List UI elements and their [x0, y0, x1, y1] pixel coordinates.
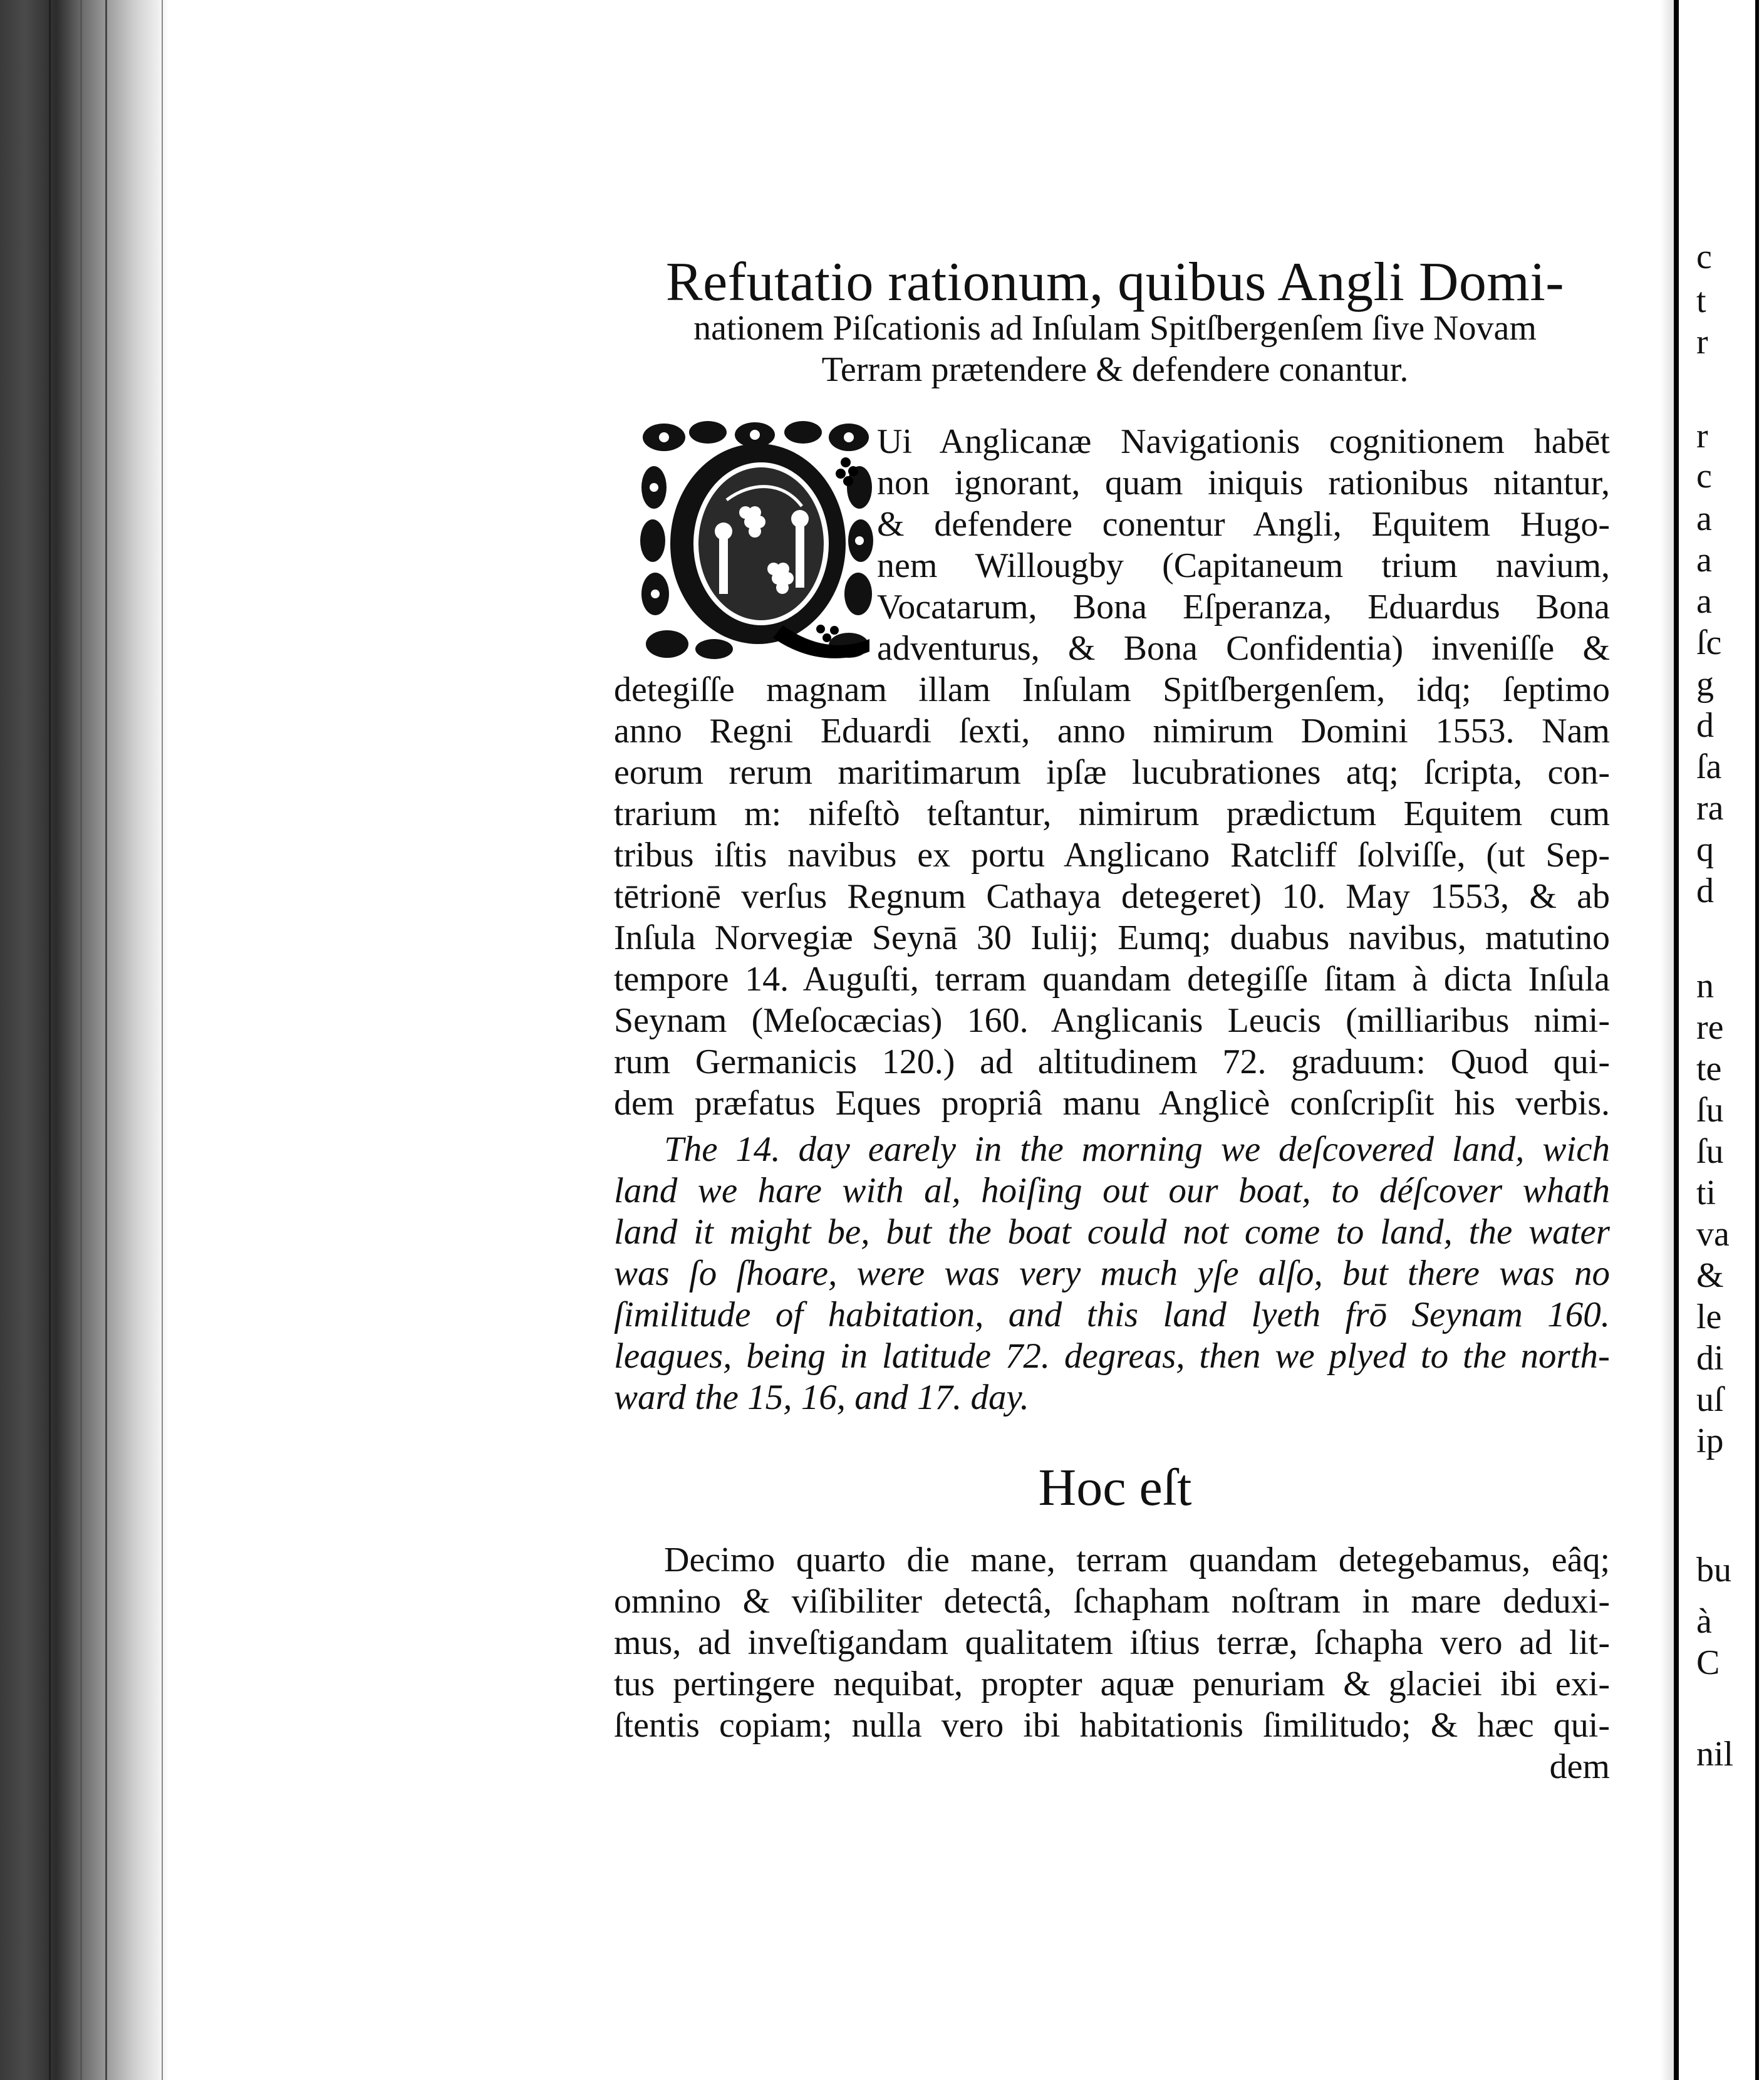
text-line: omnino & viſibiliter detectâ, ſchapham noſtram in mare deduxi- [614, 1582, 1610, 1621]
next-page-fragment: ſu [1696, 1132, 1724, 1171]
text-line: nem Willougby (Capitaneum trium navium, [877, 546, 1610, 585]
next-page-fragment: nil [1696, 1735, 1734, 1774]
decorated-initial-q [639, 419, 874, 663]
next-page-fragment: ſa [1696, 747, 1722, 786]
next-page-fragment: d [1696, 706, 1714, 745]
next-page-fragment: ra [1696, 789, 1724, 828]
next-page-rule [1755, 0, 1759, 2080]
next-page-fragment: a [1696, 499, 1712, 538]
next-page-fragment: ſc [1696, 623, 1722, 662]
quote-line: leagues, being in latitude 72. degreas, then we plyed to the north- [614, 1336, 1610, 1376]
quote-line: land it might be, but the boat could not come to land, the water [614, 1212, 1610, 1252]
text-line: detegiſſe magnam illam Inſulam Spitſbergenſem, idq; ſeptimo [614, 670, 1610, 709]
section-heading: Hoc eſt [1038, 1459, 1192, 1517]
next-page-fragment: ti [1696, 1173, 1716, 1212]
next-page-fragment: di [1696, 1339, 1724, 1378]
next-page-fragment: C [1696, 1643, 1720, 1682]
text-line: Inſula Norvegiæ Seynā 30 Iulij; Eumq; duabus navibus, matutino [614, 918, 1610, 957]
quote-line: land we hare with al, hoiſing out our boat, to déſcover whath [614, 1171, 1610, 1210]
text-line: Seynam (Meſocæcias) 160. Anglicanis Leucis (milliaribus nimi- [614, 1001, 1610, 1040]
text-line: tempore 14. Auguſti, terram quandam detegiſſe ſitam à dicta Inſula [614, 960, 1610, 999]
next-page-edge [1679, 0, 1764, 2080]
page-subtitle-line: nationem Piſcationis ad Inſulam Spitſbergenſem ſive Novam [693, 309, 1537, 348]
page-edge-line [105, 0, 107, 2080]
text-line: tētrionē verſus Regnum Cathaya detegeret) 10. May 1553, & ab [614, 877, 1610, 916]
text-line: dem præfatus Eques propriâ manu Anglicè conſcripſit his verbis. [614, 1084, 1610, 1123]
next-page-fragment: le [1696, 1297, 1722, 1336]
text-line: trarium m: nifeſtò teſtantur, nimirum prædictum Equitem cum [614, 794, 1610, 833]
next-page-fragment: uſ [1696, 1380, 1724, 1419]
next-page-fragment: bu [1696, 1551, 1731, 1589]
page-edge-line [162, 0, 163, 2080]
text-line: Decimo quarto die mane, terram quandam detegebamus, eâq; [664, 1541, 1610, 1579]
next-page-fragment: te [1696, 1049, 1722, 1088]
text-line: anno Regni Eduardi ſexti, anno nimirum Domini 1553. Nam [614, 712, 1610, 751]
quote-line: The 14. day earely in the morning we deſcovered land, wich [664, 1130, 1610, 1169]
left-page-edges [0, 0, 169, 2080]
next-page-fragment: & [1696, 1256, 1724, 1295]
next-page-fragment: q [1696, 830, 1714, 869]
next-page-fragment: va [1696, 1215, 1730, 1254]
gutter-line [1674, 0, 1679, 2080]
quote-line: ward the 15, 16, and 17. day. [614, 1378, 1029, 1417]
next-page-fragment: c [1696, 237, 1712, 276]
next-page-fragment: r [1696, 323, 1708, 361]
next-page-fragment: ſu [1696, 1091, 1724, 1130]
text-line: & defendere conentur Angli, Equitem Hugo- [877, 505, 1610, 544]
text-line: Vocatarum, Bona Eſperanza, Eduardus Bona [877, 588, 1610, 627]
next-page-fragment: a [1696, 582, 1712, 621]
next-page-fragment: ip [1696, 1422, 1724, 1460]
text-line: mus, ad inveſtigandam qualitatem iſtius terræ, ſchapha vero ad lit- [614, 1623, 1610, 1662]
next-page-fragment: a [1696, 541, 1712, 580]
text-line: ſtentis copiam; nulla vero ibi habitationis ſimilitudo; & hæc qui- [614, 1706, 1610, 1745]
next-page-fragment: r [1696, 417, 1708, 455]
text-line: rum Germanicis 120.) ad altitudinem 72. graduum: Quod qui- [614, 1043, 1610, 1081]
quote-line: ſimilitude of habitation, and this land lyeth frō Seynam 160. [614, 1295, 1610, 1334]
text-line: eorum rerum maritimarum ipſæ lucubrationes atq; ſcripta, con- [614, 753, 1610, 792]
next-page-fragment: re [1696, 1008, 1724, 1047]
page-subtitle-line: Terram prætendere & defendere conantur. [821, 350, 1409, 389]
page-title: Refutatio rationum, quibus Angli Domi- [665, 252, 1565, 313]
text-line: Ui Anglicanæ Navigationis cognitionem habēt [877, 422, 1610, 461]
quote-line: was ſo ſhoare, were was very much yſe alſo, but there was no [614, 1254, 1610, 1293]
next-page-fragment: d [1696, 871, 1714, 910]
gutter-shadow [1660, 0, 1674, 2080]
next-page-fragment: c [1696, 457, 1712, 496]
catchword: dem [1549, 1747, 1610, 1786]
text-line: tus pertingere nequibat, propter aquæ penuriam & glaciei ibi exi- [614, 1665, 1610, 1703]
page-edge-line [49, 0, 51, 2080]
next-page-fragment: à [1696, 1602, 1712, 1641]
next-page-fragment: n [1696, 967, 1714, 1006]
next-page-fragment: t [1696, 281, 1706, 320]
text-line: tribus iſtis navibus ex portu Anglicano Ratcliff ſolviſſe, (ut Sep- [614, 836, 1610, 875]
text-line: adventurus, & Bona Confidentia) inveniſſe & [877, 629, 1610, 668]
text-line: non ignorant, quam iniquis rationibus nitantur, [877, 464, 1610, 502]
next-page-fragment: g [1696, 665, 1714, 704]
page-edge-line [80, 0, 82, 2080]
